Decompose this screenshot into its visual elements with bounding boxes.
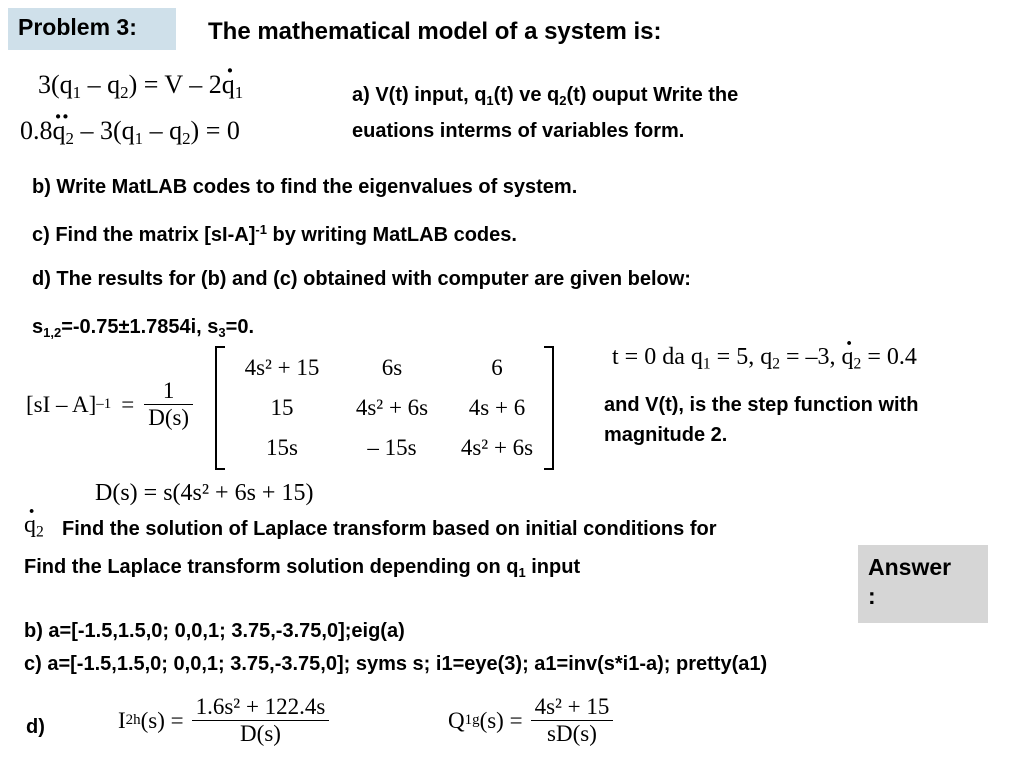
question-c: c) Find the matrix $[sI-A]^{-1}$ by writing MatLAB codes. — [32, 222, 517, 247]
answer-i2h: I 2h (s) = $\frac{\text{1.6s² + 122.4s}}{D(s)}$ — [118, 694, 329, 747]
answer-q1g: Q 1g (s) = $\frac{\text{4s² + 15}}{sD(s)}$ — [448, 694, 613, 747]
answer-d-label: d) — [26, 716, 45, 738]
question-a: a) V(t) input, $q_1(t)$ ve $q_2(t)$ ouput Write the euations interms of variables form. — [352, 84, 739, 142]
matrix-cell: 6s — [381, 355, 403, 380]
q1g-fraction: $\frac{\text{4s² + 15}}{sD(s)}$ — [531, 694, 614, 747]
eigenvalues-result: $s_{1,2}=-0.75\pm 1.7854i$, $s_3=0$. — [32, 316, 255, 340]
inverse-fraction: $\frac{1}{D(s)}$ — [144, 378, 193, 431]
answer-c: c) a=[-1.5,1.5,0; 0,0,1; 3.75,-3.75,0]; syms s; i1=eye(3); a1=inv(s*i1-a); pretty(a1) — [24, 653, 768, 675]
q2-dot-symbol: · $q_2$ — [24, 512, 44, 542]
matrix-cell: 15 — [270, 395, 294, 420]
laplace-task-1: Find the solution of Laplace transform based on initial conditions for — [62, 518, 717, 540]
page-title: The mathematical model of a system is: — [208, 18, 662, 45]
matrix-cell: – 15s — [367, 435, 417, 460]
answer-b: b) a=[-1.5,1.5,0; 0,0,1; 3.75,-3.75,0];eig(a) — [24, 620, 405, 642]
matrix-cell: 15s — [266, 435, 298, 460]
model-equation-1: $3(q_1 - q_2) = V - 2\cdot q_1$ — [38, 70, 243, 103]
inverse-lhs: [sI – A] –1 = $\frac{1}{D(s)}$ — [26, 378, 193, 431]
laplace-task-2: Find the Laplace transform solution depending on $q_1$ input — [24, 556, 581, 580]
matrix-cell: 4s² + 6s — [460, 435, 534, 460]
i2h-fraction: $\frac{\text{1.6s² + 122.4s}}{D(s)}$ — [192, 694, 330, 747]
step-input-note: and V(t), is the step function with magnitude 2. — [604, 394, 919, 446]
matrix-cell: 6 — [491, 355, 503, 380]
question-b: b) Write MatLAB codes to find the eigenvalues of system. — [32, 176, 578, 198]
characteristic-polynomial: D(s) = s(4s² + 6s + 15) — [95, 480, 314, 506]
matrix-cell: 4s² + 6s — [355, 395, 429, 420]
matrix-cell: 4s² + 15 — [244, 355, 320, 380]
matrix-cell: 4s + 6 — [468, 395, 526, 420]
inverse-matrix — [215, 346, 554, 470]
answer-box: Answer : — [858, 545, 988, 623]
question-d: d) The results for (b) and (c) obtained with computer are given below: — [32, 268, 691, 290]
model-equation-2: $0.8\cdot\cdot q_2 - 3(q_1 - q_2) = 0$ — [20, 116, 240, 149]
initial-conditions: t = 0 da $q_1 = 5$, $q_2 = -3$, · $q_2 = 0.4$ — [612, 344, 917, 374]
problem-label: Problem 3: — [8, 8, 176, 50]
